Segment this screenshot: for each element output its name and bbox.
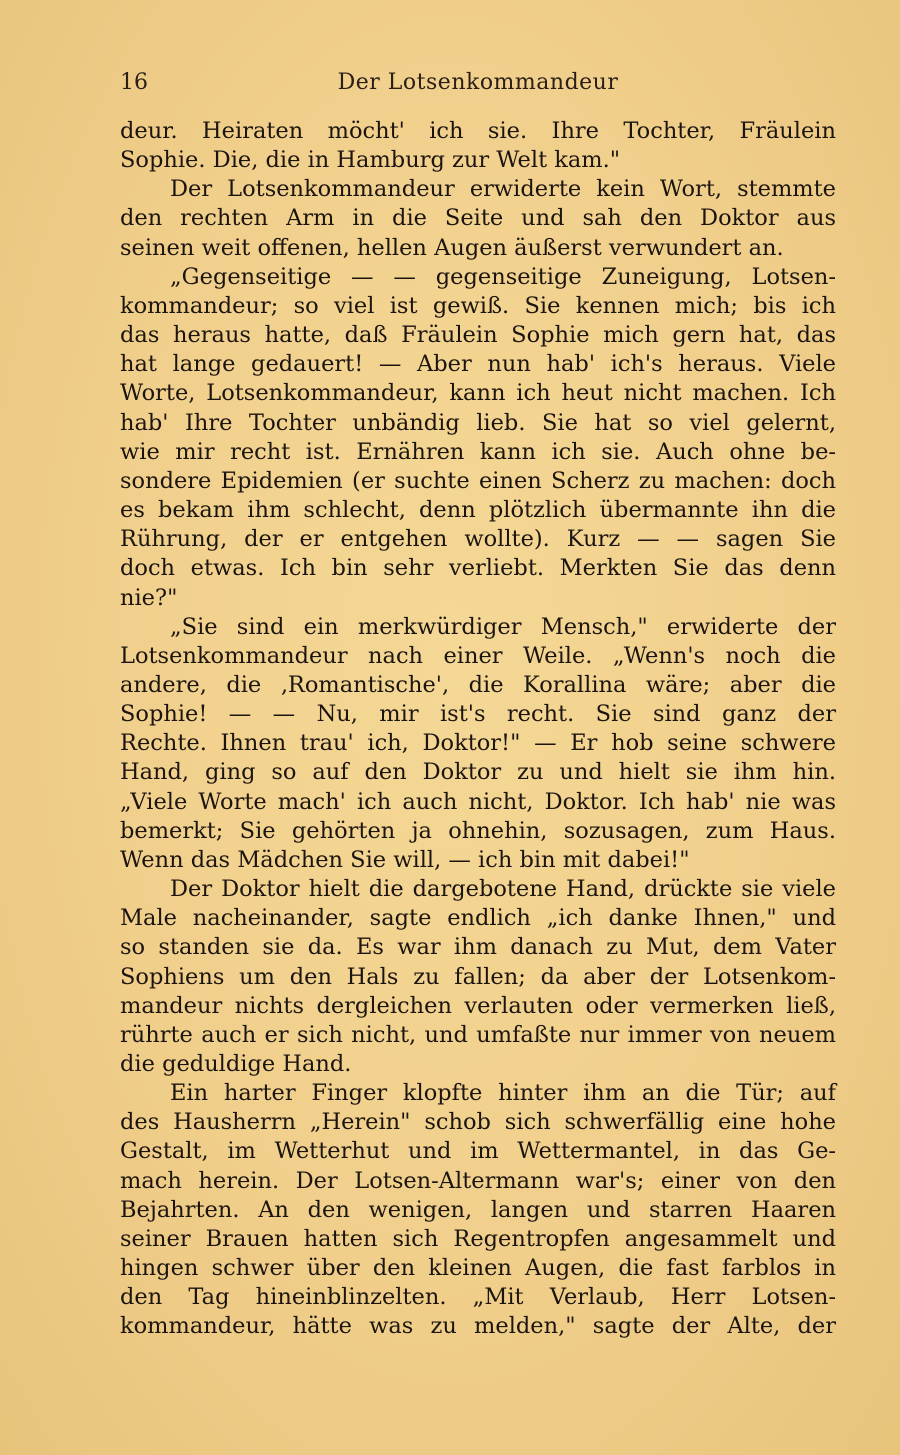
body-text: [120, 117, 836, 1342]
text-line: hat lange gedauert! — Aber nun hab' ich's heraus. Viele: [120, 351, 836, 378]
text-line: Gestalt, im Wetterhut und im Wettermantel, in das Ge-: [120, 1138, 836, 1165]
text-line: nie?": [120, 584, 178, 611]
text-line: Der Doktor hielt die dargebotene Hand, drückte sie viele: [170, 876, 836, 903]
running-title: Der Lotsenkommandeur: [337, 70, 619, 95]
text-line: den rechten Arm in die Seite und sah den Doktor aus: [120, 205, 836, 232]
text-line: das heraus hatte, daß Fräulein Sophie mich gern hat, das: [120, 322, 836, 349]
text-line: Lotsenkommandeur nach einer Weile. „Wenn's noch die: [120, 642, 836, 669]
text-line: Hand, ging so auf den Doktor zu und hielt sie ihm hin.: [120, 759, 836, 786]
text-line: „Gegenseitige — — gegenseitige Zuneigung, Lotsen-: [170, 263, 836, 290]
running-head: [120, 66, 836, 100]
text-line: den Tag hineinblinzelten. „Mit Verlaub, Herr Lotsen-: [120, 1284, 836, 1311]
text-line: Rührung, der er entgehen wollte). Kurz — — sagen Sie: [120, 526, 836, 553]
text-line: „Sie sind ein merkwürdiger Mensch," erwiderte der: [170, 613, 836, 640]
text-line: Bejahrten. An den wenigen, langen und starren Haaren: [120, 1196, 836, 1223]
text-line: bemerkt; Sie gehörten ja ohnehin, sozusagen, zum Haus.: [120, 817, 836, 844]
page-number: 16: [120, 70, 148, 95]
text-line: die geduldige Hand.: [120, 1051, 352, 1077]
text-line: sondere Epidemien (er suchte einen Scherz zu machen: doch: [120, 467, 836, 494]
text-line: kommandeur; so viel ist gewiß. Sie kennen mich; bis ich: [120, 292, 836, 319]
text-line: hingen schwer über den kleinen Augen, die fast farblos in: [120, 1255, 836, 1282]
text-line: Male nacheinander, sagte endlich „ich danke Ihnen," und: [120, 905, 836, 932]
text-line: wie mir recht ist. Ernähren kann ich sie. Auch ohne be-: [120, 438, 836, 465]
text-line: seiner Brauen hatten sich Regentropfen angesammelt und: [120, 1225, 836, 1252]
text-line: „Viele Worte mach' ich auch nicht, Doktor. Ich hab' nie was: [120, 788, 836, 815]
text-line: mandeur nichts dergleichen verlauten oder vermerken ließ,: [120, 992, 836, 1019]
text-line: Sophie. Die, die in Hamburg zur Welt kam.": [120, 147, 621, 174]
text-line: mach herein. Der Lotsen-Altermann war's; einer von den: [120, 1167, 836, 1194]
text-line: Worte, Lotsenkommandeur, kann ich heut nicht machen. Ich: [120, 380, 836, 407]
text-line: hab' Ihre Tochter unbändig lieb. Sie hat so viel gelernt,: [120, 409, 836, 436]
text-line: rührte auch er sich nicht, und umfaßte nur immer von neuem: [120, 1021, 836, 1048]
text-line: es bekam ihm schlecht, denn plötzlich übermannte ihn die: [120, 497, 836, 524]
text-line: so standen sie da. Es war ihm danach zu Mut, dem Vater: [120, 934, 836, 961]
text-line: doch etwas. Ich bin sehr verliebt. Merkten Sie das denn: [120, 555, 836, 582]
text-line: Sophie! — — Nu, mir ist's recht. Sie sind ganz der: [120, 701, 836, 728]
text-line: Der Lotsenkommandeur erwiderte kein Wort, stemmte: [170, 176, 836, 203]
text-line: kommandeur, hätte was zu melden," sagte der Alte, der: [120, 1313, 836, 1340]
text-line: andere, die ‚Romantische', die Korallina wäre; aber die: [120, 671, 836, 698]
text-line: Ein harter Finger klopfte hinter ihm an die Tür; auf: [170, 1080, 836, 1107]
text-line: des Hausherrn „Herein" schob sich schwerfällig eine hohe: [120, 1109, 836, 1136]
text-line: deur. Heiraten möcht' ich sie. Ihre Tochter, Fräulein: [120, 118, 836, 144]
text-line: seinen weit offenen, hellen Augen äußerst verwundert an.: [120, 234, 784, 261]
text-line: Wenn das Mädchen Sie will, — ich bin mit dabei!": [120, 846, 690, 873]
text-line: Sophiens um den Hals zu fallen; da aber der Lotsenkom-: [120, 963, 836, 990]
text-line: Rechte. Ihnen trau' ich, Doktor!" — Er hob seine schwere: [120, 730, 836, 757]
